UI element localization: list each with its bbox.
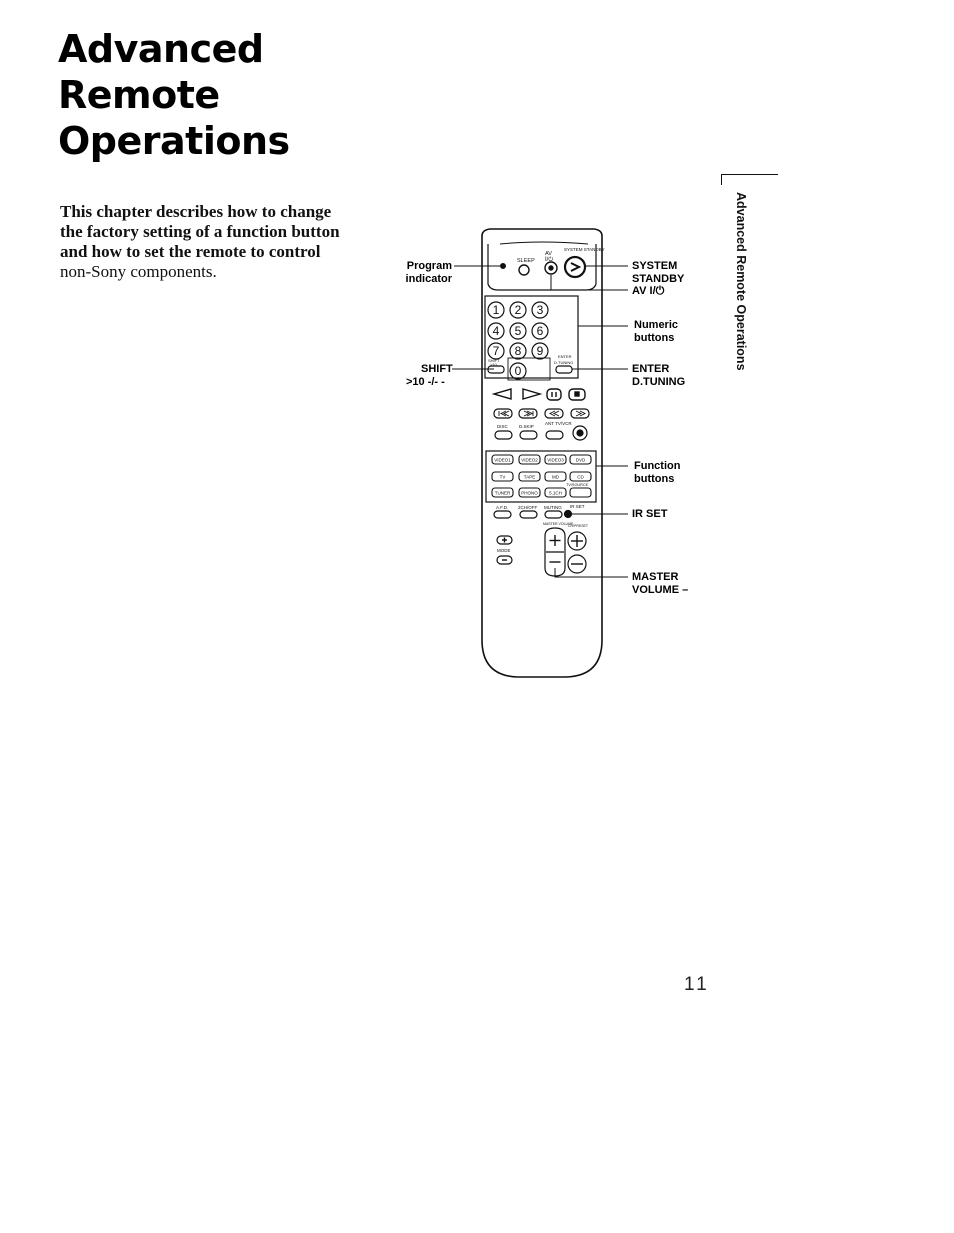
numeric-key-label: 0 <box>514 364 522 378</box>
side-tab-label: Advanced Remote Operations <box>734 192 748 371</box>
function-key-label: TAPE <box>523 474 536 480</box>
function-key-label: MD <box>552 474 559 480</box>
callout-av-power <box>632 285 664 298</box>
numeric-key-label: 8 <box>514 344 522 358</box>
system-standby-button <box>565 257 585 277</box>
d-skip-button <box>520 431 537 439</box>
gt10-key-label: >10 <box>490 362 497 367</box>
callout-numeric-buttons <box>634 319 678 345</box>
intro-line: and how to set the remote to control <box>60 242 321 261</box>
function-key-label: 5.1CH <box>549 490 562 496</box>
callout-program-indicator <box>390 260 452 286</box>
tv-source-button <box>570 488 591 497</box>
callout-line: D.TUNING <box>632 376 686 388</box>
function-key-label: TV <box>499 474 506 480</box>
numeric-key-label: 9 <box>536 344 544 358</box>
numeric-key-label: 1 <box>492 303 500 317</box>
callout-line: Function <box>634 460 681 472</box>
2ch-off-label: 2CH/OFF <box>518 505 538 510</box>
callout-line: Program <box>406 260 452 272</box>
transport-row-2 <box>494 409 589 418</box>
callout-line: buttons <box>634 473 675 485</box>
master-volume-label: MASTER VOLUME <box>543 522 574 526</box>
callout-line: MASTER <box>632 571 679 583</box>
rewind-play-icon <box>494 389 511 399</box>
shift-key-label: SHIFT <box>488 358 500 363</box>
d-tuning-key-label: D.TUNING <box>554 360 574 365</box>
numeric-key-label: 3 <box>536 303 544 317</box>
pause-button <box>547 389 561 400</box>
intro-line: non-Sony components. <box>60 262 217 281</box>
muting-button <box>545 511 562 518</box>
function-key-label: CD <box>577 474 584 480</box>
afd-button <box>494 511 511 518</box>
callout-line: >10 -/- - <box>406 376 445 388</box>
callout-line: Numeric <box>634 319 679 331</box>
callout-line: IR SET <box>632 508 668 520</box>
callout-line: SYSTEM <box>632 260 678 272</box>
title-line: Remote <box>58 73 220 117</box>
av-power-label: I/⏻ <box>545 257 554 263</box>
numeric-key-label: 4 <box>492 324 500 338</box>
afd-label: A.F.D. <box>496 505 509 510</box>
page-number: 11 <box>684 974 710 995</box>
callout-line: VOLUME – <box>632 584 689 596</box>
numeric-key-label: 6 <box>536 324 544 338</box>
system-standby-label: SYSTEM STANDBY <box>564 247 605 252</box>
ant-tv-vcr-label: ANT TV/VCR <box>545 421 572 426</box>
disc-label: DISC <box>497 424 508 429</box>
callout-function-buttons <box>634 460 680 486</box>
callout-line: buttons <box>634 332 675 344</box>
lower-controls <box>494 511 586 577</box>
sleep-button <box>519 265 529 275</box>
muting-label: MUTING <box>544 505 562 510</box>
intro-line: the factory setting of a function button <box>60 222 340 241</box>
tv-source-label: TV/SOURCE <box>566 483 589 487</box>
numeric-key-label: 7 <box>492 344 500 358</box>
function-key-label: VIDEO1 <box>494 457 511 463</box>
title-line: Operations <box>58 119 290 163</box>
d-skip-label: D.SKIP <box>519 424 534 429</box>
callout-line: ENTER <box>632 363 670 375</box>
av-label: AV <box>545 251 552 257</box>
callout-line: AV I/⏻ <box>632 285 665 297</box>
callout-master-volume <box>632 571 688 597</box>
ir-set-button <box>565 511 572 518</box>
callout-line: STANDBY <box>632 273 685 285</box>
numeric-key-label: 5 <box>514 324 522 338</box>
function-key-label: TUNER <box>494 490 511 496</box>
callout-system-standby <box>632 260 684 286</box>
callout-shift <box>406 363 453 389</box>
title-line: Advanced <box>58 27 264 71</box>
function-key-label: VIDEO2 <box>521 457 538 463</box>
ch-preset-label: CH/PRESET <box>568 524 589 528</box>
function-key-label: PHONO <box>521 490 538 496</box>
ir-set-label: IR SET <box>570 504 585 509</box>
disc-button <box>495 431 512 439</box>
sleep-label: SLEEP <box>517 258 535 264</box>
mode-label: MODE <box>497 548 511 553</box>
play-icon <box>523 389 540 399</box>
callout-line: SHIFT <box>421 363 453 375</box>
function-key-label: VIDEO3 <box>547 457 564 463</box>
enter-key-label: ENTER <box>558 354 572 359</box>
numeric-keys <box>488 302 548 379</box>
callout-ir-set <box>632 508 667 521</box>
function-key-label: DVD <box>575 457 586 463</box>
numeric-key-label: 2 <box>514 303 522 317</box>
2ch-off-button <box>520 511 537 518</box>
callout-enter <box>632 363 685 389</box>
intro-line: This chapter describes how to change <box>60 202 332 221</box>
ant-tv-vcr-button <box>546 431 563 439</box>
transport-row-1 <box>494 389 585 400</box>
transport-row-3 <box>495 426 587 440</box>
callout-line: indicator <box>405 273 452 285</box>
enter-key <box>556 366 572 373</box>
